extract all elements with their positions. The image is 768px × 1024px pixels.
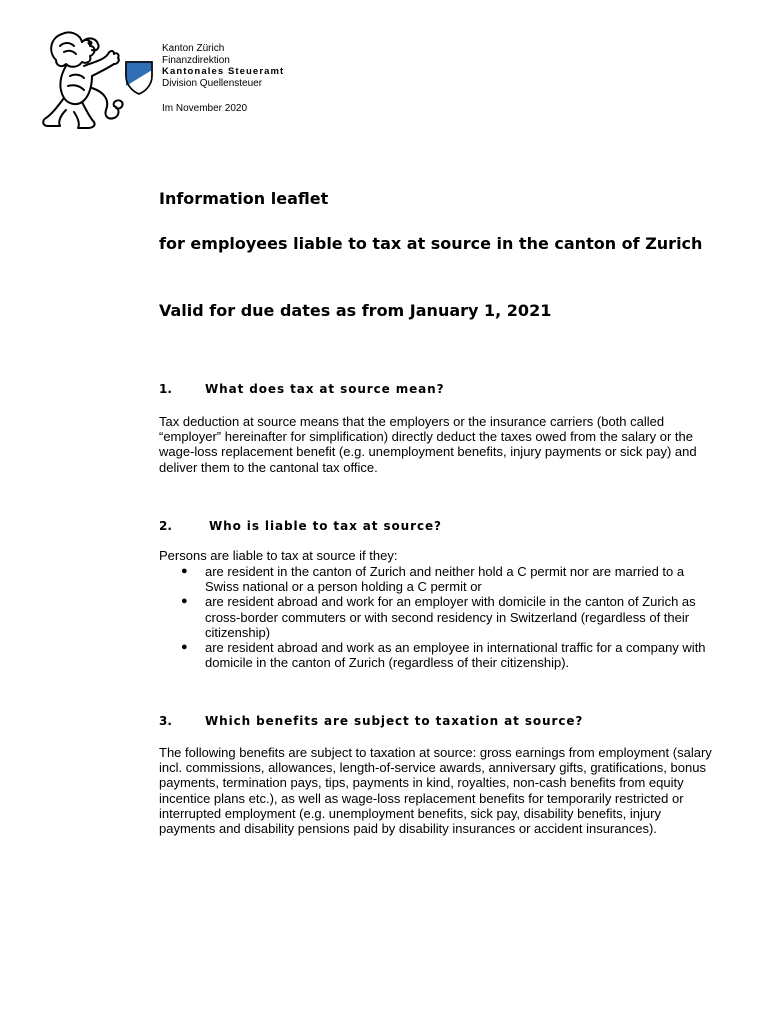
- section-1-heading: [159, 382, 444, 396]
- section-title: Who is liable to tax at source?: [209, 519, 442, 533]
- section-number: 2.: [159, 519, 172, 533]
- list-item-text: are resident abroad and work for an employer with domicile in the canton of Zurich as cross-border commuters or with second residency in Switzerland (regardless of their citizenship): [205, 594, 696, 640]
- section-2-heading: [159, 519, 442, 533]
- list-item: [159, 594, 719, 640]
- document-date: Im November 2020: [162, 103, 248, 114]
- bullet-icon: ●: [181, 641, 188, 654]
- section-number: 1.: [159, 382, 172, 396]
- list-item-text: are resident abroad and work as an employee in international traffic for a company with domicile in the canton of Zurich (regardless of their citizenship).: [205, 640, 706, 671]
- document-title: Information leaflet: [159, 189, 329, 208]
- letterhead-directorate: Finanzdirektion: [162, 54, 230, 66]
- document-subtitle: for employees liable to tax at source in the canton of Zurich: [159, 234, 703, 253]
- list-item: [159, 564, 719, 594]
- section-1-text: Tax deduction at source means that the employers or the insurance carriers (both called “employer” hereinafter for simplification) directly deduct the taxes owed from the salary or the wage-loss replacement benefit (e.g. unemployment benefits, injury payments or sick pay) and deliver them to the cantonal tax office.: [159, 414, 697, 475]
- section-number: 3.: [159, 714, 172, 728]
- section-title: What does tax at source mean?: [205, 382, 445, 396]
- bullet-icon: ●: [181, 565, 188, 577]
- canton-zurich-lion-logo: [34, 26, 160, 134]
- letterhead: [162, 43, 284, 89]
- letterhead-division: Division Quellensteuer: [162, 77, 263, 89]
- letterhead-office: Kantonales Steueramt: [162, 66, 285, 77]
- section-3-text: The following benefits are subject to taxation at source: gross earnings from employment (salary incl. commissions, allowances, length-of-service awards, anniversary gifts, gratifications, bonus payments, termination pays, tips, payments in kind, royalties, non-cash benefits from equity incentice plans etc.), as well as wage-loss replacement benefits for temporarily restricted or interrupted employment (e.g. unemployment benefits, sick pay, disability benefits, injury payments and disability pensions paid by disability insurances or accident insurances).: [159, 745, 712, 837]
- section-2-intro: Persons are liable to tax at source if they:: [159, 548, 398, 563]
- section-title: Which benefits are subject to taxation at source?: [205, 714, 584, 728]
- letterhead-canton: Kanton Zürich: [162, 43, 225, 54]
- bullet-icon: ●: [181, 595, 188, 608]
- section-2-bullet-list: [159, 564, 719, 670]
- section-3-heading: [159, 714, 583, 728]
- list-item: [159, 640, 719, 670]
- list-item-text: are resident in the canton of Zurich and neither hold a C permit nor are married to a Swiss national or a person holding a C permit or: [205, 564, 685, 595]
- validity-notice: Valid for due dates as from January 1, 2021: [159, 301, 552, 320]
